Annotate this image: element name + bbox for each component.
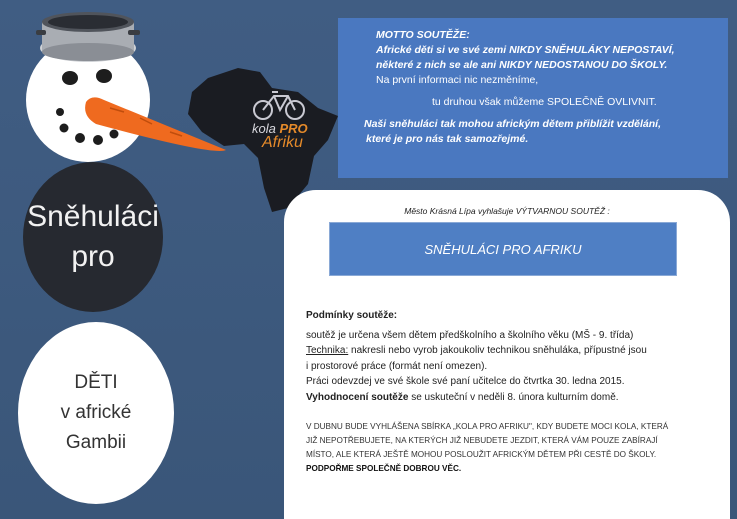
notice-line4: PODPOŘME SPOLEČNĚ DOBROU VĚC. — [306, 464, 462, 473]
title-deti: DĚTI — [74, 372, 118, 393]
logo-pro: PRO — [279, 121, 308, 136]
logo-afriku: Afriku — [262, 134, 303, 151]
condition-technika — [306, 343, 716, 359]
collection-notice — [306, 420, 706, 476]
vyhodnoceni-label: Vyhodnocení soutěže — [306, 391, 409, 403]
technika-text: nakresli nebo vyrob jakoukoliv technikou sněhuláka, přípustné jsou — [348, 345, 647, 356]
title-snehulaci: Sněhuláci — [27, 200, 159, 233]
motto-line2: některé z nich se ale ani NIKDY NEDOSTANOU DO ŠKOLY. — [376, 59, 668, 71]
motto-line5: Naši sněhuláci tak mohou africkým dětem přiblížit vzdělání, — [364, 118, 661, 130]
title-circle-white — [18, 322, 174, 504]
notice-line3: MÍSTO, ALE KTERÁ JEŠTĚ MOHOU POSLOUŽIT AFRICKÝM DĚTEM PŘI CESTĚ DO ŠKOLY. — [306, 450, 657, 459]
notice-line2: JIŽ NEPOTŘEBUJETE, NA KTERÝCH JIŽ NEBUDETE JEZDIT, KTERÁ VÁM POUZE ZABÍRAJÍ — [306, 436, 658, 445]
title-v-africke: v africké — [60, 402, 132, 423]
title-pro: pro — [71, 240, 115, 273]
condition-1: soutěž je určena všem dětem předškolního a školního věku (MŠ - 9. třída) — [306, 329, 634, 341]
banner-text: SNĚHULÁCI PRO AFRIKU — [424, 241, 582, 257]
kola-pro-afriku-logo — [252, 122, 342, 150]
motto-line1: Africké děti si ve své zemi NIKDY SNĚHULÁKY NEPOSTAVÍ, — [376, 44, 675, 56]
title-gambii: Gambii — [65, 432, 127, 453]
competition-card — [284, 190, 730, 519]
motto-line3: Na první informaci nic nezměníme, — [376, 74, 539, 86]
notice-line1: V DUBNU BUDE VYHLÁŠENA SBÍRKA „KOLA PRO AFRIKU", KDY BUDETE MOCI KOLA, KTERÁ — [306, 422, 669, 431]
motto-line4: tu druhou však můžeme SPOLEČNĚ OVLIVNIT. — [432, 96, 657, 108]
vyhodnoceni-text: se uskuteční v neděli 8. února kulturním domě. — [408, 391, 619, 403]
condition-3: i prostorové práce (formát není omezen). — [306, 360, 488, 372]
title-circle-dark — [23, 162, 163, 312]
condition-4: Práci odevzdej ve své škole své paní učitelce do čtvrtka 30. ledna 2015. — [306, 376, 625, 387]
motto-line6: které je pro nás tak samozřejmé. — [366, 133, 529, 145]
logo-kola: kola — [252, 121, 276, 136]
condition-vyhodnoceni — [306, 390, 716, 406]
motto-box — [338, 18, 728, 178]
technika-label: Technika: — [306, 345, 349, 356]
conditions — [306, 308, 716, 405]
competition-banner — [329, 222, 677, 276]
conditions-heading: Podmínky soutěže: — [306, 310, 398, 321]
motto-title: MOTTO SOUTĚŽE: — [376, 29, 470, 41]
announcement: Město Krásná Lípa vyhlašuje VÝTVARNOU SOUTĚŽ : — [404, 206, 610, 216]
bicycle-icon — [252, 88, 306, 122]
